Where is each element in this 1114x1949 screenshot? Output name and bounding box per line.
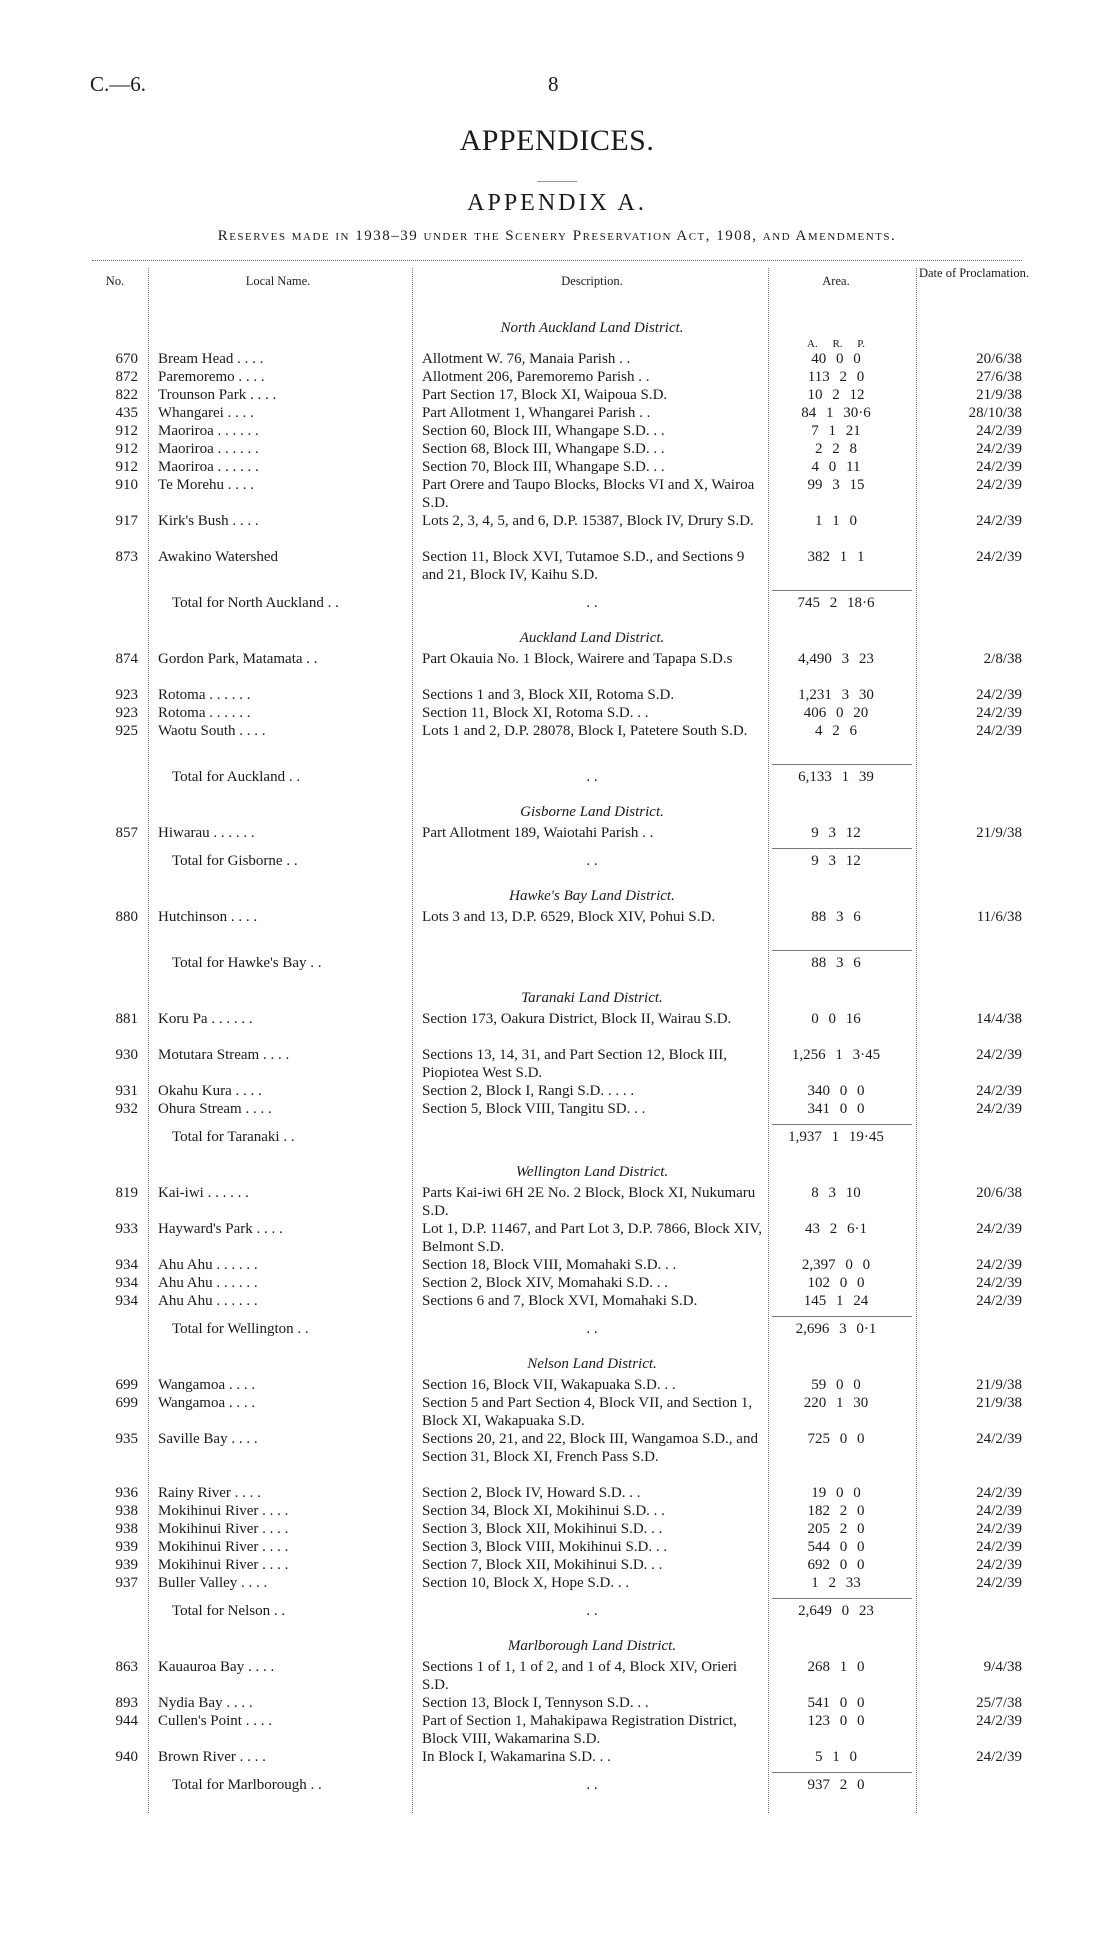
reserve-number: 933 <box>115 1221 138 1237</box>
column-header-description: Description. <box>561 274 623 288</box>
area: 1,231 3 30 <box>798 687 874 703</box>
local-name: Mokihinui River . . . . <box>158 1539 289 1555</box>
description: Sections 13, 14, 31, and Part Section 12, Block III, Piopiotea West S.D. <box>422 1047 727 1081</box>
local-name: Maoriroa . . . . . . <box>158 423 259 439</box>
table-row <box>0 1520 1114 1538</box>
local-name: Rotoma . . . . . . <box>158 705 251 721</box>
table-row <box>0 404 1114 422</box>
proclamation-date: 24/2/39 <box>976 1713 1022 1729</box>
local-name: Wangamoa . . . . <box>158 1377 256 1393</box>
table-row <box>0 386 1114 404</box>
proclamation-date: 24/2/39 <box>976 687 1022 703</box>
area: 5 1 0 <box>815 1749 857 1765</box>
area: 692 0 0 <box>807 1557 865 1573</box>
page-number: 8 <box>548 72 559 96</box>
local-name: Mokihinui River . . . . <box>158 1503 289 1519</box>
total-row <box>0 1320 1114 1338</box>
proclamation-date: 24/2/39 <box>976 1431 1022 1447</box>
area: 9 3 12 <box>811 825 861 841</box>
description: Lot 1, D.P. 11467, and Part Lot 3, D.P. 7866, Block XIV, Belmont S.D. <box>422 1221 763 1255</box>
reserve-number: 938 <box>115 1521 138 1537</box>
local-name: Ahu Ahu . . . . . . <box>158 1275 258 1291</box>
reserve-number: 938 <box>115 1503 138 1519</box>
description: Sections 20, 21, and 22, Block III, Wangamoa S.D., and Section 31, Block XI, French Pass S.D. <box>422 1431 758 1465</box>
proclamation-date: 24/2/39 <box>976 1257 1022 1273</box>
reserve-number: 699 <box>115 1377 138 1393</box>
description: In Block I, Wakamarina S.D. . . <box>422 1749 611 1765</box>
reserve-number: 819 <box>115 1185 138 1201</box>
local-name: Maoriroa . . . . . . <box>158 441 259 457</box>
total-row <box>0 594 1114 612</box>
area: 541 0 0 <box>807 1695 865 1711</box>
area: 340 0 0 <box>807 1083 865 1099</box>
table-caption: Reserves made in 1938–39 under the Scenery Preservation Act, 1908, and Amendments. <box>217 228 897 244</box>
proclamation-date: 24/2/39 <box>976 1521 1022 1537</box>
proclamation-date: 27/6/38 <box>976 369 1022 385</box>
local-name: Rotoma . . . . . . <box>158 687 251 703</box>
table-row <box>0 1502 1114 1520</box>
table-row <box>0 440 1114 458</box>
local-name: Hiwarau . . . . . . <box>158 825 255 841</box>
reserve-number: 435 <box>115 405 138 421</box>
proclamation-date: 24/2/39 <box>976 423 1022 439</box>
reserve-number: 912 <box>115 459 138 475</box>
total-area: 9 3 12 <box>811 853 861 869</box>
description: Section 16, Block VII, Wakapuaka S.D. . . <box>422 1377 676 1393</box>
description: Section 173, Oakura District, Block II, Wairau S.D. <box>422 1011 732 1027</box>
area: 4 0 11 <box>811 459 861 475</box>
area: 406 0 20 <box>803 705 869 721</box>
total-description: . . <box>586 769 598 785</box>
reserve-number: 699 <box>115 1395 138 1411</box>
total-area: 6,133 1 39 <box>798 769 874 785</box>
area: 4 2 6 <box>815 723 857 739</box>
table-row <box>0 1430 1114 1484</box>
description: Lots 3 and 13, D.P. 6529, Block XIV, Pohui S.D. <box>422 909 716 925</box>
table-row <box>0 1394 1114 1430</box>
area: 182 2 0 <box>807 1503 865 1519</box>
local-name: Waotu South . . . . <box>158 723 266 739</box>
description: Part Allotment 189, Waiotahi Parish . . <box>422 825 654 841</box>
reserve-number: 940 <box>115 1749 138 1765</box>
table-row <box>0 1574 1114 1592</box>
reserve-number: 930 <box>115 1047 138 1063</box>
proclamation-date: 20/6/38 <box>976 351 1022 367</box>
reserve-number: 934 <box>115 1293 138 1309</box>
column-header-area: Area. <box>822 274 850 288</box>
description: Part Okauia No. 1 Block, Wairere and Tapapa S.D.s <box>422 651 733 667</box>
local-name: Cullen's Point . . . . <box>158 1713 272 1729</box>
total-description: . . <box>586 1603 598 1619</box>
description: Section 68, Block III, Whangape S.D. . . <box>422 441 665 457</box>
area: 1 1 0 <box>815 513 857 529</box>
area: 8 3 10 <box>811 1185 861 1201</box>
local-name: Kai-iwi . . . . . . <box>158 1185 249 1201</box>
total-label: Total for Gisborne . . <box>172 853 298 869</box>
description: Section 3, Block VIII, Mokihinui S.D. . . <box>422 1539 668 1555</box>
description: Part Allotment 1, Whangarei Parish . . <box>422 405 651 421</box>
reserve-number: 912 <box>115 423 138 439</box>
table-row <box>0 686 1114 704</box>
total-area: 2,649 0 23 <box>798 1603 874 1619</box>
district-heading: Nelson Land District. <box>527 1356 657 1372</box>
reserve-number: 670 <box>115 351 138 367</box>
description: Sections 1 of 1, 1 of 2, and 1 of 4, Block XIV, Orieri S.D. <box>422 1659 738 1693</box>
table-row <box>0 368 1114 386</box>
proclamation-date: 24/2/39 <box>976 513 1022 529</box>
description: Sections 6 and 7, Block XVI, Momahaki S.D. <box>422 1293 698 1309</box>
description: Part Orere and Taupo Blocks, Blocks VI and X, Wairoa S.D. <box>422 477 755 511</box>
reserve-number: 912 <box>115 441 138 457</box>
reserve-number: 934 <box>115 1275 138 1291</box>
description: Sections 1 and 3, Block XII, Rotoma S.D. <box>422 687 675 703</box>
reserve-number: 893 <box>115 1695 138 1711</box>
proclamation-date: 9/4/38 <box>983 1659 1022 1675</box>
area: 1,256 1 3·45 <box>791 1047 881 1063</box>
total-row <box>0 768 1114 786</box>
reserve-number: 925 <box>115 723 138 739</box>
description: Section 5 and Part Section 4, Block VII, and Section 1, Block XI, Wakapuaka S.D. <box>422 1395 753 1429</box>
total-label: Total for Wellington . . <box>172 1321 309 1337</box>
reserve-number: 935 <box>115 1431 138 1447</box>
description: Section 18, Block VIII, Momahaki S.D. . . <box>422 1257 677 1273</box>
local-name: Maoriroa . . . . . . <box>158 459 259 475</box>
local-name: Koru Pa . . . . . . <box>158 1011 253 1027</box>
reserve-number: 872 <box>115 369 138 385</box>
district-heading: North Auckland Land District. <box>500 320 684 336</box>
reserve-number: 937 <box>115 1575 138 1591</box>
table-row <box>0 1292 1114 1310</box>
column-header-date: Date of Proclamation. <box>918 266 1030 280</box>
total-label: Total for Nelson . . <box>172 1603 286 1619</box>
proclamation-date: 24/2/39 <box>976 723 1022 739</box>
area: 2,397 0 0 <box>801 1257 871 1273</box>
table-row <box>0 1484 1114 1502</box>
reserve-number: 939 <box>115 1557 138 1573</box>
area: 544 0 0 <box>807 1539 865 1555</box>
description: Section 3, Block XII, Mokihinui S.D. . . <box>422 1521 663 1537</box>
proclamation-date: 24/2/39 <box>976 1221 1022 1237</box>
local-name: Gordon Park, Matamata . . <box>158 651 318 667</box>
reserve-number: 822 <box>115 387 138 403</box>
proclamation-date: 24/2/39 <box>976 1749 1022 1765</box>
total-label: Total for Hawke's Bay . . <box>172 955 322 971</box>
area: 725 0 0 <box>807 1431 865 1447</box>
district-heading: Wellington Land District. <box>515 1164 669 1180</box>
proclamation-date: 24/2/39 <box>976 459 1022 475</box>
appendix-title: APPENDIX A. <box>467 190 647 216</box>
total-description: . . <box>586 853 598 869</box>
local-name: Brown River . . . . <box>158 1749 266 1765</box>
proclamation-date: 24/2/39 <box>976 705 1022 721</box>
description: Section 2, Block XIV, Momahaki S.D. . . <box>422 1275 668 1291</box>
local-name: Ahu Ahu . . . . . . <box>158 1293 258 1309</box>
proclamation-date: 24/2/39 <box>976 477 1022 493</box>
table-row <box>0 722 1114 758</box>
table-row <box>0 1748 1114 1766</box>
table-row <box>0 1274 1114 1292</box>
reserve-number: 873 <box>115 549 138 565</box>
proclamation-date: 21/9/38 <box>976 1395 1022 1411</box>
proclamation-date: 21/9/38 <box>976 387 1022 403</box>
total-area: 1,937 1 19·45 <box>788 1129 884 1145</box>
total-rule <box>772 1598 912 1599</box>
reserve-number: 857 <box>115 825 138 841</box>
local-name: Awakino Watershed <box>158 549 279 565</box>
proclamation-date: 11/6/38 <box>976 909 1022 925</box>
total-area: 2,696 3 0·1 <box>795 1321 877 1337</box>
proclamation-date: 14/4/38 <box>976 1011 1022 1027</box>
proclamation-date: 24/2/39 <box>976 1275 1022 1291</box>
table-row <box>0 1046 1114 1082</box>
local-name: Motutara Stream . . . . <box>158 1047 290 1063</box>
table-row <box>0 458 1114 476</box>
total-rule <box>772 1124 912 1125</box>
reserve-number: 874 <box>115 651 138 667</box>
area-units: A. R. P. <box>807 338 865 350</box>
table-row <box>0 1010 1114 1046</box>
area: 19 0 0 <box>811 1485 861 1501</box>
local-name: Whangarei . . . . <box>158 405 254 421</box>
proclamation-date: 20/6/38 <box>976 1185 1022 1201</box>
total-rule <box>772 848 912 849</box>
total-row <box>0 1776 1114 1794</box>
description: Section 10, Block X, Hope S.D. . . <box>422 1575 630 1591</box>
area: 7 1 21 <box>811 423 861 439</box>
area: 10 2 12 <box>807 387 865 403</box>
proclamation-date: 24/2/39 <box>976 1083 1022 1099</box>
description: Part Section 17, Block XI, Waipoua S.D. <box>422 387 668 403</box>
area: 0 0 16 <box>811 1011 861 1027</box>
table-row <box>0 1220 1114 1256</box>
table-row <box>0 704 1114 722</box>
local-name: Te Morehu . . . . <box>158 477 255 493</box>
proclamation-date: 2/8/38 <box>983 651 1022 667</box>
local-name: Hayward's Park . . . . <box>158 1221 283 1237</box>
district-heading: Taranaki Land District. <box>521 990 663 1006</box>
reserve-number: 910 <box>115 477 138 493</box>
table-row <box>0 1100 1114 1118</box>
proclamation-date: 24/2/39 <box>976 1047 1022 1063</box>
proclamation-date: 24/2/39 <box>976 1293 1022 1309</box>
total-rule <box>772 950 912 951</box>
local-name: Paremoremo . . . . <box>158 369 265 385</box>
area: 220 1 30 <box>803 1395 869 1411</box>
total-description: . . <box>586 1777 598 1793</box>
table-row <box>0 1184 1114 1220</box>
total-rule <box>772 1316 912 1317</box>
area: 205 2 0 <box>807 1521 865 1537</box>
area: 341 0 0 <box>807 1101 865 1117</box>
table-row <box>0 1658 1114 1694</box>
proclamation-date: 24/2/39 <box>976 1503 1022 1519</box>
description: Section 2, Block I, Rangi S.D. . . . . <box>422 1083 635 1099</box>
total-label: Total for North Auckland . . <box>172 595 339 611</box>
table-row <box>0 824 1114 842</box>
total-row <box>0 852 1114 870</box>
total-rule <box>772 764 912 765</box>
proclamation-date: 24/2/39 <box>976 1101 1022 1117</box>
column-header-no: No. <box>105 274 125 288</box>
area: 113 2 0 <box>807 369 865 385</box>
local-name: Buller Valley . . . . <box>158 1575 268 1591</box>
area: 268 1 0 <box>807 1659 865 1675</box>
area: 99 3 15 <box>807 477 865 493</box>
total-label: Total for Taranaki . . <box>172 1129 295 1145</box>
table-row <box>0 476 1114 512</box>
description: Section 11, Block XI, Rotoma S.D. . . <box>422 705 649 721</box>
total-rule <box>772 1772 912 1773</box>
total-row <box>0 1128 1114 1146</box>
local-name: Kirk's Bush . . . . <box>158 513 259 529</box>
description: Allotment 206, Paremoremo Parish . . <box>422 369 650 385</box>
proclamation-date: 21/9/38 <box>976 1377 1022 1393</box>
table-row <box>0 1712 1114 1748</box>
column-header-local-name: Local Name. <box>245 274 311 288</box>
reserve-number: 931 <box>115 1083 138 1099</box>
table-row <box>0 1082 1114 1100</box>
proclamation-date: 24/2/39 <box>976 1575 1022 1591</box>
table-row <box>0 1694 1114 1712</box>
area: 1 2 33 <box>811 1575 861 1591</box>
table-row <box>0 650 1114 686</box>
local-name: Wangamoa . . . . <box>158 1395 256 1411</box>
description: Section 7, Block XII, Mokihinui S.D. . . <box>422 1557 663 1573</box>
description: Section 2, Block IV, Howard S.D. . . <box>422 1485 641 1501</box>
local-name: Rainy River . . . . <box>158 1485 261 1501</box>
proclamation-date: 25/7/38 <box>976 1695 1022 1711</box>
local-name: Hutchinson . . . . <box>158 909 258 925</box>
area: 43 2 6·1 <box>805 1221 867 1237</box>
local-name: Mokihinui River . . . . <box>158 1521 289 1537</box>
local-name: Ohura Stream . . . . <box>158 1101 272 1117</box>
proclamation-date: 24/2/39 <box>976 1557 1022 1573</box>
description: Section 60, Block III, Whangape S.D. . . <box>422 423 665 439</box>
total-area: 937 2 0 <box>807 1777 865 1793</box>
total-label: Total for Auckland . . <box>172 769 301 785</box>
table-row <box>0 512 1114 548</box>
district-heading: Hawke's Bay Land District. <box>509 888 675 904</box>
reserve-number: 880 <box>115 909 138 925</box>
reserve-number: 881 <box>115 1011 138 1027</box>
area: 145 1 24 <box>803 1293 869 1309</box>
reserve-number: 923 <box>115 687 138 703</box>
reserve-number: 939 <box>115 1539 138 1555</box>
description: Section 5, Block VIII, Tangitu SD. . . <box>422 1101 646 1117</box>
reserve-number: 923 <box>115 705 138 721</box>
table-row <box>0 1376 1114 1394</box>
area: 40 0 0 <box>811 351 861 367</box>
district-heading: Auckland Land District. <box>519 630 665 646</box>
description: Section 34, Block XI, Mokihinui S.D. . . <box>422 1503 665 1519</box>
local-name: Saville Bay . . . . <box>158 1431 258 1447</box>
proclamation-date: 24/2/39 <box>976 441 1022 457</box>
table-row <box>0 422 1114 440</box>
reserve-number: 936 <box>115 1485 138 1501</box>
district-heading: Gisborne Land District. <box>520 804 664 820</box>
description: Section 13, Block I, Tennyson S.D. . . <box>422 1695 649 1711</box>
local-name: Mokihinui River . . . . <box>158 1557 289 1573</box>
document-reference: C.—6. <box>90 72 147 96</box>
table-row <box>0 1256 1114 1274</box>
local-name: Ahu Ahu . . . . . . <box>158 1257 258 1273</box>
total-rule <box>772 590 912 591</box>
total-description: . . <box>586 595 598 611</box>
total-area: 88 3 6 <box>811 955 861 971</box>
description: Section 11, Block XVI, Tutamoe S.D., and Sections 9 and 21, Block IV, Kaihu S.D. <box>422 549 745 583</box>
description: Section 70, Block III, Whangape S.D. . . <box>422 459 665 475</box>
description: Lots 2, 3, 4, 5, and 6, D.P. 15387, Block IV, Drury S.D. <box>422 513 754 529</box>
local-name: Trounson Park . . . . <box>158 387 277 403</box>
total-label: Total for Marlborough . . <box>172 1777 322 1793</box>
reserve-number: 863 <box>115 1659 138 1675</box>
total-row <box>0 1602 1114 1620</box>
table-row <box>0 548 1114 584</box>
area: 102 0 0 <box>807 1275 865 1291</box>
local-name: Nydia Bay . . . . <box>158 1695 253 1711</box>
area: 382 1 1 <box>807 549 865 565</box>
proclamation-date: 28/10/38 <box>968 405 1022 421</box>
district-heading: Marlborough Land District. <box>507 1638 677 1654</box>
reserve-number: 932 <box>115 1101 138 1117</box>
total-description: . . <box>586 1321 598 1337</box>
area: 4,490 3 23 <box>798 651 874 667</box>
total-row <box>0 954 1114 972</box>
table-row <box>0 1556 1114 1574</box>
reserve-number: 944 <box>115 1713 138 1729</box>
area: 84 1 30·6 <box>801 405 871 421</box>
table-row <box>0 1538 1114 1556</box>
area: 123 0 0 <box>807 1713 865 1729</box>
total-area: 745 2 18·6 <box>797 595 875 611</box>
proclamation-date: 21/9/38 <box>976 825 1022 841</box>
proclamation-date: 24/2/39 <box>976 549 1022 565</box>
description: Lots 1 and 2, D.P. 28078, Block I, Patetere South S.D. <box>422 723 748 739</box>
local-name: Kauauroa Bay . . . . <box>158 1659 275 1675</box>
description: Allotment W. 76, Manaia Parish . . <box>422 351 631 367</box>
description: Part of Section 1, Mahakipawa Registration District, Block VIII, Wakamarina S.D. <box>422 1713 737 1747</box>
table-row <box>0 350 1114 368</box>
table-row <box>0 908 1114 944</box>
page-title: APPENDICES. <box>459 124 655 157</box>
proclamation-date: 24/2/39 <box>976 1485 1022 1501</box>
area: 2 2 8 <box>815 441 857 457</box>
local-name: Bream Head . . . . <box>158 351 264 367</box>
proclamation-date: 24/2/39 <box>976 1539 1022 1555</box>
description: Parts Kai-iwi 6H 2E No. 2 Block, Block XI, Nukumaru S.D. <box>422 1185 756 1219</box>
area: 88 3 6 <box>811 909 861 925</box>
area: 59 0 0 <box>811 1377 861 1393</box>
local-name: Okahu Kura . . . . <box>158 1083 262 1099</box>
reserve-number: 934 <box>115 1257 138 1273</box>
reserve-number: 917 <box>115 513 138 529</box>
